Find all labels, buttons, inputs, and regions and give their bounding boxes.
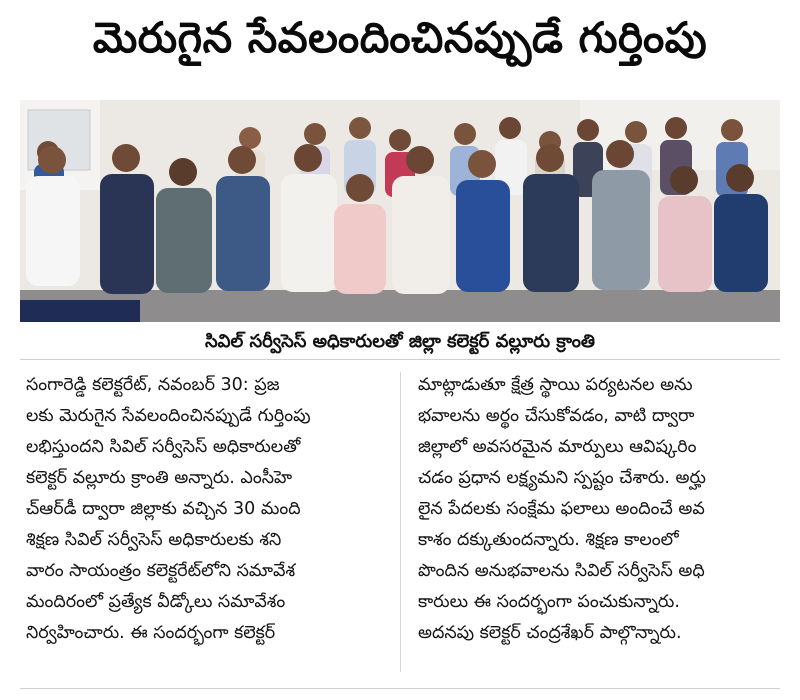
body-line: చ్‌ఆర్‌డీ ద్వారా జిల్లాకు వచ్చిన 30 మంది (26, 499, 301, 519)
body-line: పొందిన అనుభవాలను సివిల్‌ సర్వీసెస్‌ అధి (418, 561, 705, 581)
body-line: చడం ప్రధాన లక్ష్యమని స్పష్టం చేశారు. అర్హు (418, 468, 706, 488)
body-line: కాశం దక్కుతుందన్నారు. శిక్షణ కాలంలో (418, 530, 679, 550)
body-line: వారం సాయంత్రం కలెక్టరేట్‌లోని సమావేశ (26, 561, 296, 581)
column-divider (400, 372, 401, 672)
body-line: లభిస్తుందని సివిల్‌ సర్వీసెస్‌ అధికారులతో (26, 437, 301, 457)
group-photo (20, 100, 780, 322)
body-line: కారులు ఈ సందర్భంగా పంచుకున్నారు. (418, 592, 680, 612)
body-line: జిల్లాలో అవసరమైన మార్పులు ఆవిష్కరిం (418, 437, 697, 457)
body-line: కలెక్టర్‌ వల్లూరు క్రాంతి అన్నారు. ఎంసీహె (26, 468, 293, 488)
body-line: మాట్లాడుతూ క్షేత్ర స్థాయి పర్యటనల అను (418, 375, 693, 395)
body-line: సంగారెడ్డి కలెక్టరేట్‌, నవంబర్‌ 30: ప్రజ (26, 375, 280, 395)
body-line: లకు మెరుగైన సేవలందించినప్పుడే గుర్తింపు (26, 406, 311, 426)
body-line: శిక్షణ సివిల్‌ సర్వీసెస్‌ అధికారులకు శని (26, 530, 282, 550)
body-line: భవాలను అర్థం చేసుకోవడం, వాటి ద్వారా (418, 406, 695, 426)
article-body-left-column (26, 370, 386, 649)
body-line: అదనపు కలెక్టర్‌ చంద్రశేఖర్‌ పాల్గొన్నారు. (418, 623, 682, 643)
body-line: నిర్వహించారు. ఈ సందర్భంగా కలెక్టర్‌ (26, 623, 276, 643)
body-line: లైన పేదలకు సంక్షేమ ఫలాలు అందించే అవ (418, 499, 705, 519)
bottom-rule (20, 688, 780, 689)
body-line: మందిరంలో ప్రత్యేక వీడ్కోలు సమావేశం (26, 592, 286, 612)
article-body-right-column (418, 370, 778, 649)
article-headline: మెరుగైన సేవలందించినప్పుడే గుర్తింపు (92, 13, 708, 62)
photo-caption: సివిల్‌ సర్వీసెస్‌ అధికారులతో జిల్లా కలెక్టర్‌ వల్లూరు క్రాంతి (20, 325, 780, 360)
